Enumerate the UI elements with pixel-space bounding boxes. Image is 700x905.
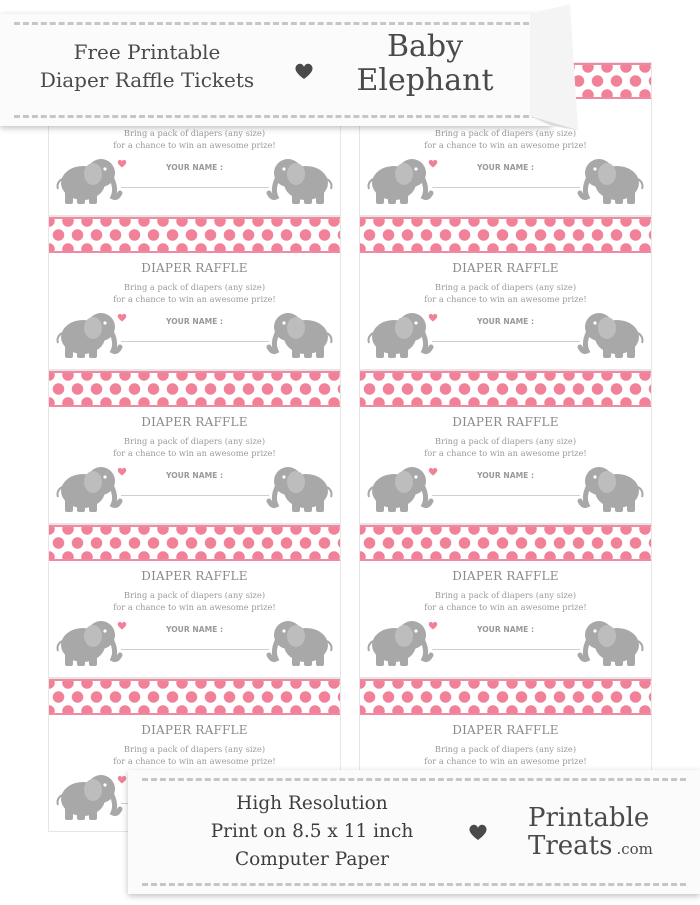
polka-dot-strip	[49, 679, 340, 715]
name-line	[432, 495, 580, 496]
ticket-text-line-2: for a chance to win an awesome prize!	[424, 448, 587, 458]
ribbon-fold	[530, 4, 580, 130]
elephant-icon	[577, 615, 647, 667]
raffle-ticket	[359, 370, 652, 524]
heart-icon	[117, 775, 127, 784]
ticket-title: DIAPER RAFFLE	[141, 261, 248, 275]
heart-icon	[428, 621, 438, 630]
info-line: Computer Paper	[235, 849, 389, 870]
ticket-text-line-2: for a chance to win an awesome prize!	[113, 140, 276, 150]
banner-subtitle	[14, 38, 280, 94]
elephant-icon	[53, 769, 123, 821]
elephant-icon	[364, 307, 434, 359]
ticket-title: DIAPER RAFFLE	[141, 569, 248, 583]
brand-suffix: .com	[616, 840, 653, 858]
elephant-icon	[364, 153, 434, 205]
brand-name: Printable	[528, 803, 650, 833]
polka-dot-strip	[360, 371, 651, 407]
banner-line: Free Printable	[73, 40, 221, 64]
name-line	[432, 341, 580, 342]
ticket-title: DIAPER RAFFLE	[452, 415, 559, 429]
ticket-text-line-1: Bring a pack of diapers (any size)	[434, 744, 577, 754]
ticket-text-line-2: for a chance to win an awesome prize!	[424, 602, 587, 612]
ticket-text-line-1: Bring a pack of diapers (any size)	[123, 282, 266, 292]
ticket-text-line-2: for a chance to win an awesome prize!	[424, 140, 587, 150]
name-line	[432, 649, 580, 650]
your-name-label: YOUR NAME :	[166, 163, 223, 172]
polka-dot-strip	[360, 525, 651, 561]
info-banner	[128, 770, 700, 894]
name-line	[432, 187, 580, 188]
elephant-icon	[364, 461, 434, 513]
print-info	[188, 790, 436, 874]
elephant-icon	[577, 461, 647, 513]
ticket-text-line-2: for a chance to win an awesome prize!	[113, 294, 276, 304]
elephant-icon	[577, 153, 647, 205]
elephant-icon	[266, 307, 336, 359]
polka-dot-strip	[49, 371, 340, 407]
your-name-label: YOUR NAME :	[166, 625, 223, 634]
info-line: Print on 8.5 x 11 inch	[210, 821, 414, 842]
heart-icon	[428, 159, 438, 168]
elephant-icon	[577, 307, 647, 359]
elephant-icon	[53, 307, 123, 359]
polka-dot-strip	[360, 679, 651, 715]
raffle-ticket	[48, 216, 341, 370]
ticket-text-line-1: Bring a pack of diapers (any size)	[434, 436, 577, 446]
your-name-label: YOUR NAME :	[477, 471, 534, 480]
ticket-title: DIAPER RAFFLE	[452, 569, 559, 583]
name-line	[121, 341, 269, 342]
name-line	[121, 187, 269, 188]
polka-dot-strip	[49, 525, 340, 561]
heart-icon	[428, 467, 438, 476]
heart-icon	[117, 621, 127, 630]
heart-icon	[117, 467, 127, 476]
ticket-text-line-2: for a chance to win an awesome prize!	[113, 602, 276, 612]
banner-line: Elephant	[356, 63, 494, 98]
ticket-title: DIAPER RAFFLE	[452, 261, 559, 275]
your-name-label: YOUR NAME :	[477, 163, 534, 172]
ticket-text-line-2: for a chance to win an awesome prize!	[424, 294, 587, 304]
raffle-ticket	[359, 216, 652, 370]
heart-icon	[468, 823, 488, 841]
banner-line: Diaper Raffle Tickets	[39, 68, 255, 92]
your-name-label: YOUR NAME :	[166, 317, 223, 326]
title-banner	[0, 14, 552, 126]
ticket-sheet	[48, 62, 654, 832]
ticket-text-line-2: for a chance to win an awesome prize!	[424, 756, 587, 766]
your-name-label: YOUR NAME :	[166, 471, 223, 480]
ticket-text-line-2: for a chance to win an awesome prize!	[113, 448, 276, 458]
dashed-border	[14, 22, 538, 25]
your-name-label: YOUR NAME :	[477, 625, 534, 634]
dashed-border	[142, 778, 686, 781]
ticket-text-line-1: Bring a pack of diapers (any size)	[123, 128, 266, 138]
heart-icon	[117, 159, 127, 168]
heart-icon	[294, 62, 314, 80]
polka-dot-strip	[360, 217, 651, 253]
your-name-label: YOUR NAME :	[477, 317, 534, 326]
elephant-icon	[364, 615, 434, 667]
raffle-ticket	[359, 524, 652, 678]
ticket-text-line-1: Bring a pack of diapers (any size)	[434, 590, 577, 600]
heart-icon	[428, 313, 438, 322]
elephant-icon	[266, 615, 336, 667]
ticket-text-line-1: Bring a pack of diapers (any size)	[123, 744, 266, 754]
raffle-ticket	[48, 524, 341, 678]
dashed-border	[14, 115, 538, 118]
polka-dot-strip	[49, 217, 340, 253]
brand-logo	[528, 804, 688, 860]
elephant-icon	[53, 153, 123, 205]
brand-name-2: Treats	[528, 831, 613, 861]
ticket-title: DIAPER RAFFLE	[141, 723, 248, 737]
ticket-text-line-1: Bring a pack of diapers (any size)	[434, 128, 577, 138]
banner-line: Baby	[386, 29, 464, 64]
dashed-border	[142, 883, 686, 886]
elephant-icon	[266, 153, 336, 205]
ticket-text-line-2: for a chance to win an awesome prize!	[113, 756, 276, 766]
ticket-title: DIAPER RAFFLE	[452, 723, 559, 737]
ticket-text-line-1: Bring a pack of diapers (any size)	[123, 590, 266, 600]
ticket-text-line-1: Bring a pack of diapers (any size)	[434, 282, 577, 292]
name-line	[121, 495, 269, 496]
raffle-ticket	[48, 370, 341, 524]
banner-title	[340, 30, 510, 98]
elephant-icon	[266, 461, 336, 513]
info-line: High Resolution	[236, 793, 388, 814]
heart-icon	[117, 313, 127, 322]
ticket-title: DIAPER RAFFLE	[141, 415, 248, 429]
elephant-icon	[53, 461, 123, 513]
name-line	[121, 649, 269, 650]
ticket-text-line-1: Bring a pack of diapers (any size)	[123, 436, 266, 446]
elephant-icon	[53, 615, 123, 667]
